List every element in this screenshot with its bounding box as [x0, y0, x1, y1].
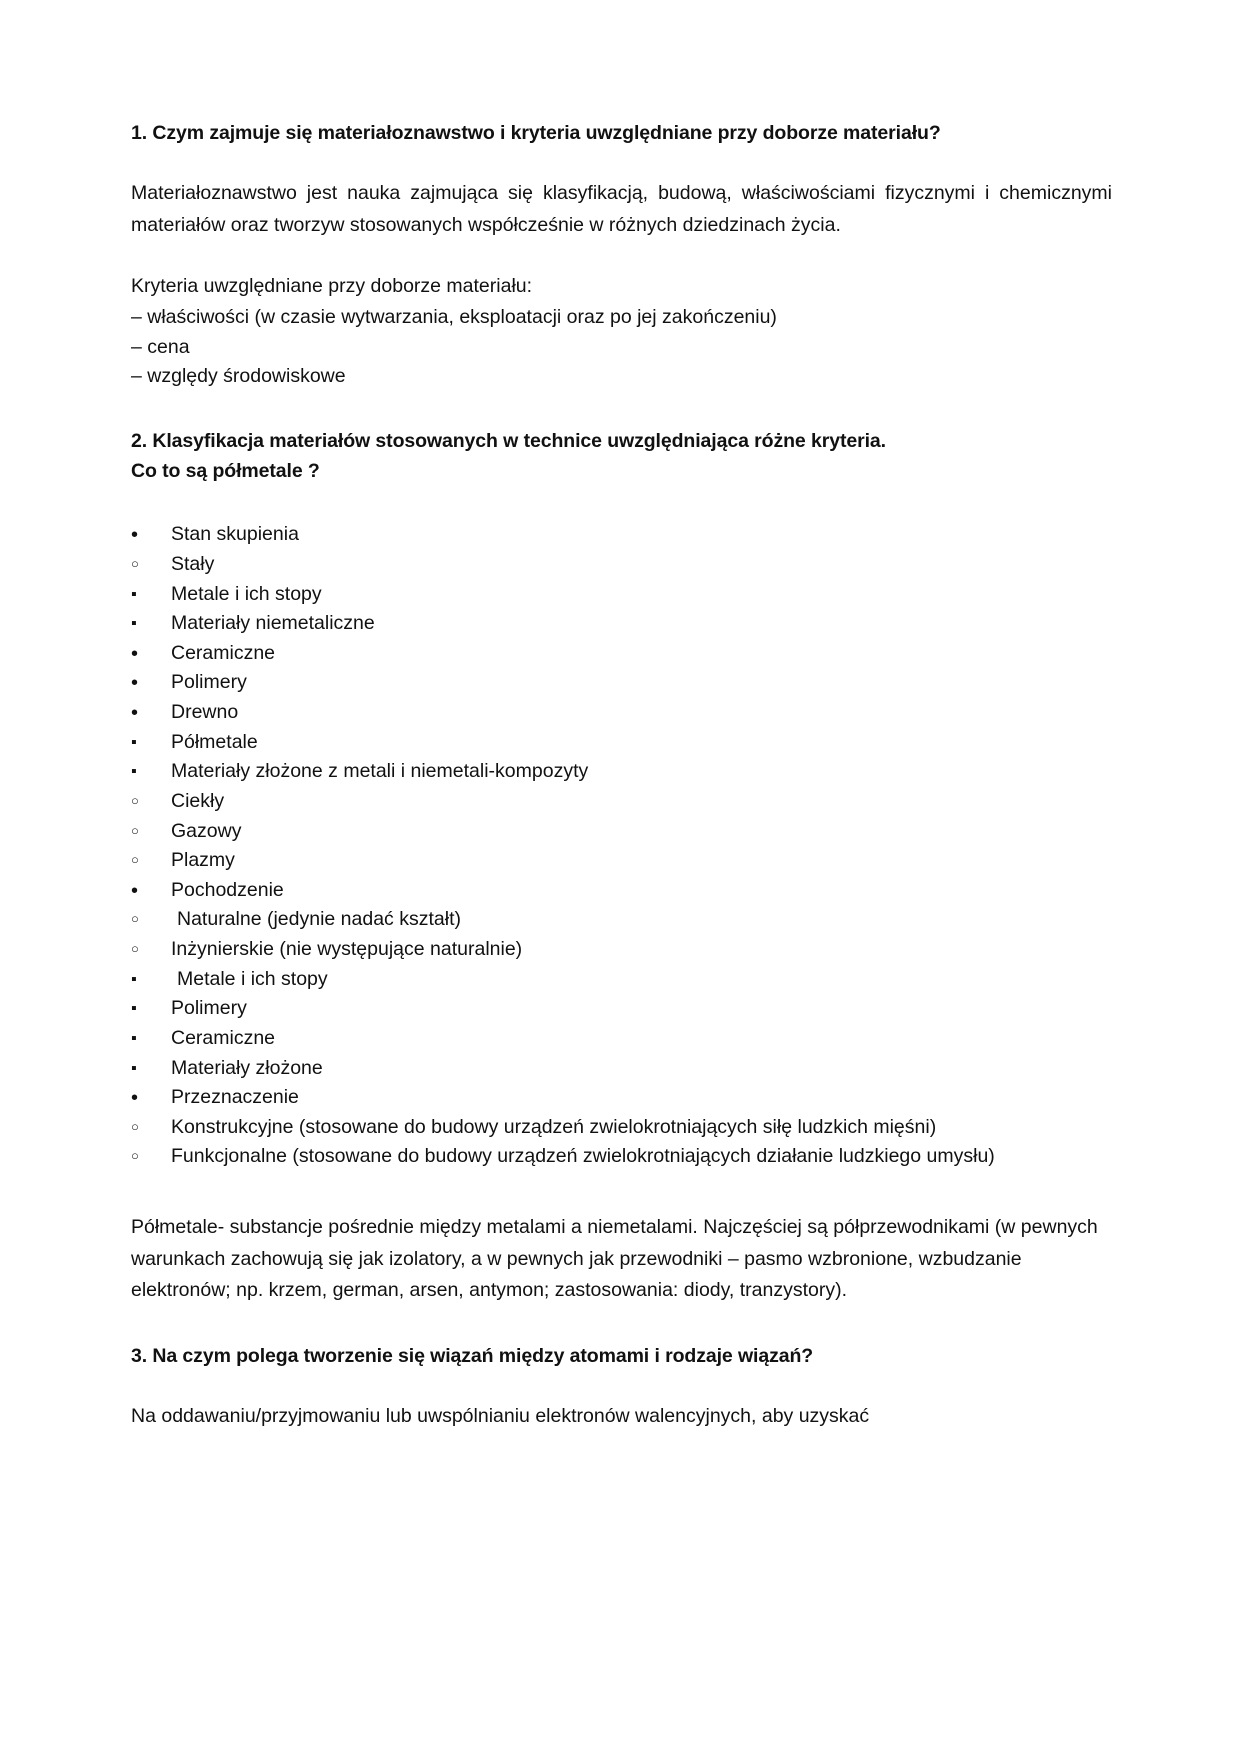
list-item-label: Plazmy: [171, 849, 235, 872]
list-item-przeznaczenie: [131, 1083, 1112, 1113]
list-item-label: Materiały złożone: [171, 1056, 323, 1079]
circle-bullet-icon: [131, 935, 157, 965]
list-item-funkcjonalne: [131, 1142, 1112, 1172]
list-item-label: Funkcjonalne (stosowane do budowy urządzeń zwielokrotniających działanie ludzkiego umysłu): [171, 1145, 995, 1168]
question-3-heading: 3. Na czym polega tworzenie się wiązań między atomami i rodzaje wiązań?: [131, 1344, 814, 1367]
list-item-label: Inżynierskie (nie występujące naturalnie): [171, 938, 523, 961]
square-bullet-icon: [131, 994, 157, 1024]
list-item-inzynierskie-zlozone: [131, 1054, 1112, 1084]
list-item-label: Metale i ich stopy: [171, 582, 322, 605]
disc-bullet-icon: [131, 876, 157, 907]
list-item-label: Materiały niemetaliczne: [171, 612, 375, 635]
square-bullet-icon: [131, 1054, 157, 1084]
list-item-label: Materiały złożone z metali i niemetali-kompozyty: [171, 760, 589, 783]
criteria-intro: Kryteria uwzględniane przy doborze materiału:: [131, 275, 533, 298]
list-item-staly: [131, 550, 1112, 580]
list-item-label: Ceramiczne: [171, 641, 276, 664]
square-bullet-icon: [131, 728, 157, 758]
spacer: [131, 1172, 1112, 1212]
list-item-drewno: [131, 698, 1112, 728]
spacer: [131, 241, 1112, 271]
question-3-answer-paragraph: Na oddawaniu/przyjmowaniu lub uwspólnianiu elektronów walencyjnych, aby uzyskać: [131, 1404, 870, 1427]
list-item-label: Przeznaczenie: [171, 1086, 299, 1109]
criteria-item-environment: – względy środowiskowe: [131, 365, 346, 388]
circle-bullet-icon: [131, 550, 157, 580]
square-bullet-icon: [131, 757, 157, 787]
list-item-inzynierskie-metale: [131, 965, 1112, 995]
spacer: [131, 148, 1112, 178]
square-bullet-icon: [131, 609, 157, 639]
disc-bullet-icon: [131, 639, 157, 670]
square-bullet-icon: [131, 1024, 157, 1054]
list-item-label: Polimery: [171, 997, 247, 1020]
list-item-pochodzenie: [131, 876, 1112, 906]
question-2-heading-line-2: Co to są półmetale ?: [131, 460, 320, 483]
circle-bullet-icon: [131, 787, 157, 817]
circle-bullet-icon: [131, 1113, 157, 1143]
question-1-heading: 1. Czym zajmuje się materiałoznawstwo i kryteria uwzględniane przy doborze materiału?: [131, 122, 941, 144]
classification-outline: [131, 520, 1112, 1172]
list-item-konstrukcyjne: [131, 1113, 1112, 1143]
disc-bullet-icon: [131, 520, 157, 551]
list-item-label: Metale i ich stopy: [177, 967, 328, 990]
question-2-heading-line-1: 2. Klasyfikacja materiałów stosowanych w technice uwzględniająca różne kryteria.: [131, 429, 886, 452]
list-item-label: Stan skupienia: [171, 523, 299, 546]
circle-bullet-icon: [131, 1142, 157, 1172]
list-item-label: Ciekły: [171, 789, 225, 812]
list-item-ceramiczne: [131, 639, 1112, 669]
list-item-metale-i-ich-stopy: [131, 580, 1112, 610]
list-item-label: Pochodzenie: [171, 878, 284, 901]
list-item-label: Polimery: [171, 671, 247, 694]
list-item-kompozyty: [131, 757, 1112, 787]
list-item-plazmy: [131, 846, 1112, 876]
spacer: [131, 1307, 1112, 1341]
list-item-polimery: [131, 668, 1112, 698]
disc-bullet-icon: [131, 698, 157, 729]
polmetale-definition-paragraph: Półmetale- substancje pośrednie między metalami a niemetalami. Najczęściej są półprzewodnikami (w pewnych warunkach zachowują się jak izolatory, a w pewnych jak przewodniki – pasmo wzbronione, wzbudzanie elektronów; np. krzem, german, arsen, antymon; zastosowania: diody, tranzystory).: [131, 1216, 1098, 1302]
list-item-naturalne: [131, 905, 1112, 935]
list-item-stan-skupienia: [131, 520, 1112, 550]
list-item-label: Naturalne (jedynie nadać kształt): [177, 908, 461, 931]
square-bullet-icon: [131, 580, 157, 610]
criteria-item-properties: – właściwości (w czasie wytwarzania, eksploatacji oraz po jej zakończeniu): [131, 305, 777, 328]
list-item-inzynierskie-polimery: [131, 994, 1112, 1024]
circle-bullet-icon: [131, 905, 157, 935]
list-item-inzynierskie-ceramiczne: [131, 1024, 1112, 1054]
circle-bullet-icon: [131, 817, 157, 847]
list-item-ciekly: [131, 787, 1112, 817]
spacer: [131, 486, 1112, 520]
document-body: [131, 118, 1112, 1433]
list-item-materialy-niemetaliczne: [131, 609, 1112, 639]
question-1-answer-paragraph: Materiałoznawstwo jest nauka zajmująca się klasyfikacją, budową, właściwościami fizycznymi i chemicznymi materiałów oraz tworzyw stosowanych współcześnie w różnych dziedzinach życia.: [131, 182, 1112, 236]
list-item-inzynierskie: [131, 935, 1112, 965]
disc-bullet-icon: [131, 668, 157, 699]
list-item-polmetale: [131, 728, 1112, 758]
spacer: [131, 1371, 1112, 1401]
criteria-item-price: – cena: [131, 335, 190, 358]
list-item-label: Gazowy: [171, 819, 242, 842]
spacer: [131, 392, 1112, 426]
list-item-label: Ceramiczne: [171, 1026, 276, 1049]
list-item-label: Drewno: [171, 701, 239, 724]
disc-bullet-icon: [131, 1083, 157, 1114]
circle-bullet-icon: [131, 846, 157, 876]
list-item-gazowy: [131, 817, 1112, 847]
list-item-label: Konstrukcyjne (stosowane do budowy urządzeń zwielokrotniających siłę ludzkich mięśni): [171, 1115, 937, 1138]
square-bullet-icon: [131, 965, 157, 995]
list-item-label: Półmetale: [171, 730, 258, 753]
list-item-label: Stały: [171, 552, 215, 575]
